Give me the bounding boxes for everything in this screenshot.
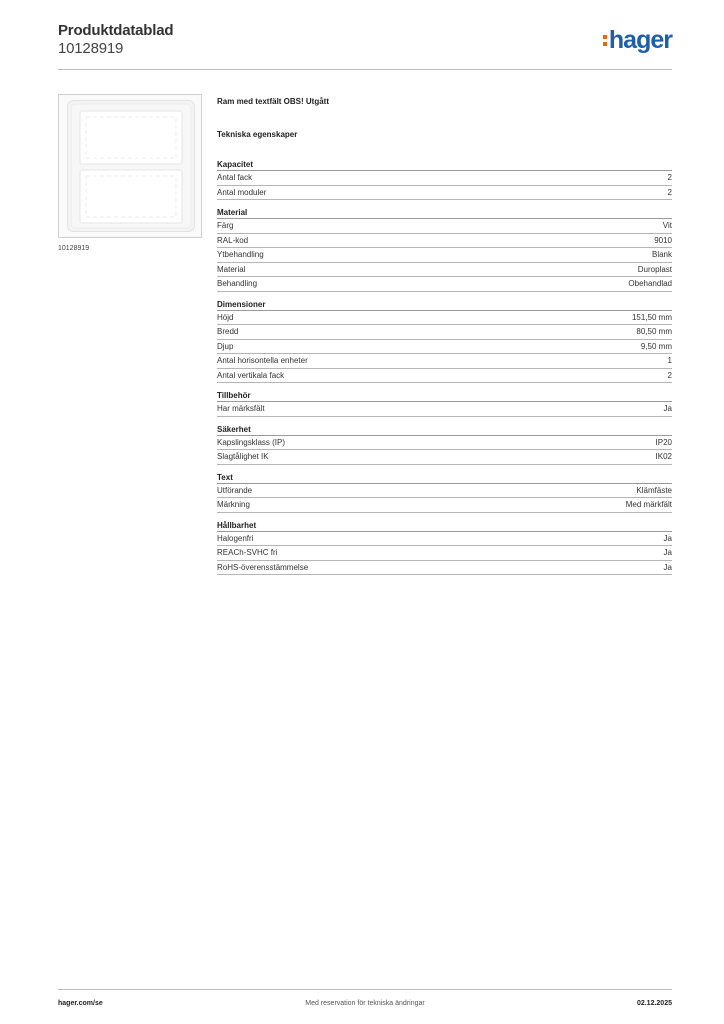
spec-value: Med märkfält <box>625 500 672 509</box>
spec-label: Bredd <box>217 327 239 336</box>
spec-row <box>217 171 672 186</box>
product-image <box>58 94 202 238</box>
spec-label: Halogenfri <box>217 533 254 543</box>
spec-value: IP20 <box>655 437 672 447</box>
spec-label: Material <box>217 264 246 274</box>
spec-value: Klämfäste <box>636 485 672 495</box>
spec-label: Antal vertikala fack <box>217 370 285 380</box>
spec-row <box>217 546 672 561</box>
spec-row <box>217 311 672 326</box>
page-title: Produktdatablad <box>58 22 174 39</box>
spec-label: RAL-kod <box>217 235 249 245</box>
spec-label: Slagtålighet IK <box>217 452 269 461</box>
spec-value: Obehandlad <box>628 279 672 288</box>
spec-value: 1 <box>667 356 672 365</box>
spec-section <box>217 423 672 465</box>
spec-value: 151,50 mm <box>631 312 672 322</box>
double-frame-icon <box>67 100 195 232</box>
section-title: Dimensioner <box>217 298 672 311</box>
section-title: Material <box>217 206 672 219</box>
article-number: 10128919 <box>58 40 124 57</box>
spec-label: Antal moduler <box>217 187 267 197</box>
spec-value: Duroplast <box>637 264 672 274</box>
spec-value: 2 <box>667 187 672 197</box>
spec-label: Ytbehandling <box>217 250 264 259</box>
spec-label: Behandling <box>217 279 258 288</box>
spec-value: 9,50 mm <box>640 341 672 351</box>
spec-value: IK02 <box>655 452 672 461</box>
spec-label: RoHS-överensstämmelse <box>217 562 309 572</box>
spec-section <box>217 519 672 576</box>
spec-row <box>217 277 672 292</box>
spec-row <box>217 248 672 263</box>
spec-row <box>217 219 672 234</box>
hager-logo <box>603 26 672 54</box>
spec-row <box>217 234 672 249</box>
spec-row <box>217 402 672 417</box>
spec-section <box>217 206 672 292</box>
spec-label: Antal horisontella enheter <box>217 356 308 365</box>
spec-row <box>217 325 672 340</box>
spec-value: Ja <box>663 562 672 572</box>
spec-label: Höjd <box>217 312 234 322</box>
spec-label: Djup <box>217 341 234 351</box>
spec-sections <box>217 158 672 575</box>
footer-website: hager.com/se <box>58 1000 103 1007</box>
spec-row <box>217 263 672 278</box>
logo-text: hager <box>608 25 672 54</box>
spec-label: Utförande <box>217 485 253 495</box>
footer-disclaimer: Med reservation för tekniska ändringar <box>305 1000 425 1007</box>
spec-label: Märkning <box>217 500 250 509</box>
spec-row <box>217 186 672 201</box>
spec-value: Vit <box>662 221 672 230</box>
spec-row <box>217 436 672 451</box>
spec-value: Ja <box>663 548 672 557</box>
footer-date: 02.12.2025 <box>636 1000 672 1007</box>
product-name: Ram med textfält OBS! Utgått <box>217 97 330 106</box>
spec-value: 80,50 mm <box>636 327 672 336</box>
spec-label: REACh-SVHC fri <box>217 548 278 557</box>
section-title: Hållbarhet <box>217 519 672 532</box>
spec-label: Har märksfält <box>217 404 265 413</box>
spec-value: 9010 <box>654 235 672 245</box>
spec-row <box>217 450 672 465</box>
spec-section <box>217 158 672 200</box>
spec-value: Ja <box>663 404 672 413</box>
logo-colon-icon <box>603 35 607 46</box>
spec-section <box>217 471 672 513</box>
spec-value: 2 <box>667 173 672 182</box>
spec-label: Färg <box>217 221 234 230</box>
spec-label: Kapslingsklass (IP) <box>217 437 286 447</box>
spec-row <box>217 498 672 513</box>
spec-row <box>217 561 672 576</box>
spec-value: Ja <box>663 533 672 543</box>
spec-row <box>217 340 672 355</box>
spec-row <box>217 369 672 384</box>
page-header <box>58 22 672 70</box>
page-footer <box>58 989 672 1013</box>
image-caption: 10128919 <box>58 245 90 252</box>
spec-section <box>217 389 672 417</box>
spec-row <box>217 354 672 369</box>
spec-value: 2 <box>667 370 672 380</box>
section-title: Tillbehör <box>217 389 672 402</box>
spec-row <box>217 532 672 547</box>
section-title: Säkerhet <box>217 423 672 436</box>
spec-value: Blank <box>651 250 672 259</box>
spec-row <box>217 484 672 499</box>
section-title: Kapacitet <box>217 158 672 171</box>
spec-content <box>217 97 672 581</box>
tech-heading: Tekniska egenskaper <box>217 130 298 139</box>
spec-label: Antal fack <box>217 173 253 182</box>
section-title: Text <box>217 471 672 484</box>
spec-section <box>217 298 672 384</box>
